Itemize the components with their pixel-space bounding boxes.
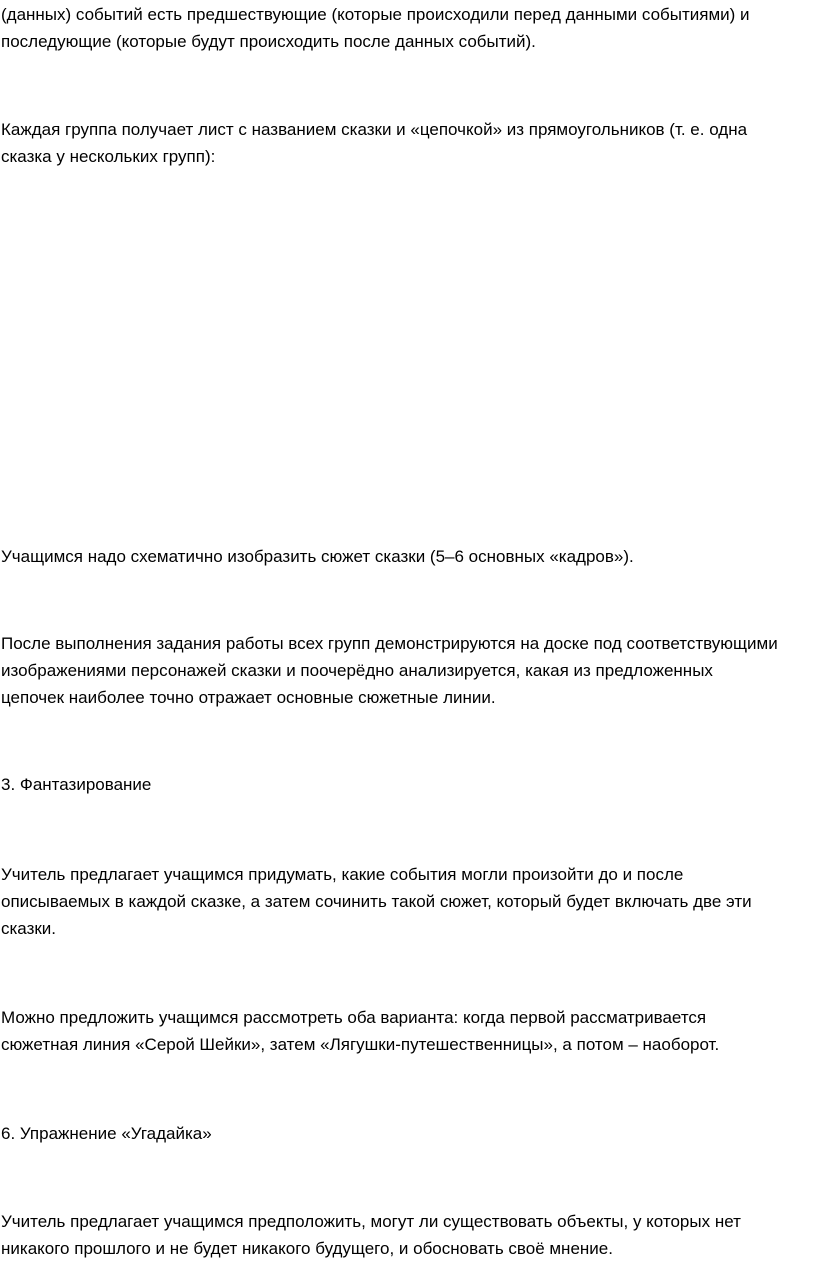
paragraph-teacher-guess <box>1 1208 813 1262</box>
text-line: После выполнения задания работы всех групп демонстрируются на доске под соответствующими <box>1 634 778 653</box>
text-line: Можно предложить учащимся рассмотреть оба варианта: когда первой рассматривается <box>1 1008 707 1027</box>
text-line: никакого прошлого и не будет никакого будущего, и обосновать своё мнение. <box>1 1239 613 1258</box>
heading-line: 3. Фантазирование <box>1 775 152 794</box>
text-line: Учащимся надо схематично изобразить сюжет сказки (5–6 основных «кадров»). <box>1 547 634 566</box>
heading-line: 6. Упражнение «Угадайка» <box>1 1124 212 1143</box>
text-line: последующие (которые будут происходить после данных событий). <box>1 32 536 51</box>
text-line: сказка у нескольких групп): <box>1 147 216 166</box>
paragraph-task <box>1 543 813 570</box>
text-line: Учитель предлагает учащимся предположить, могут ли существовать объекты, у которых нет <box>1 1212 741 1231</box>
text-line: сказки. <box>1 919 57 938</box>
paragraph-analysis <box>1 630 813 711</box>
text-line: (данных) событий есть предшествующие (которые происходили перед данными событиями) и <box>1 5 750 24</box>
paragraph-variants <box>1 1004 813 1058</box>
paragraph-intro <box>1 1 813 55</box>
section-heading-fantasy <box>1 771 813 798</box>
text-line: изображениями персонажей сказки и поочерёдно анализируется, какая из предложенных <box>1 661 713 680</box>
text-line: Каждая группа получает лист с названием сказки и «цепочкой» из прямоугольников (т. е. одна <box>1 120 748 139</box>
paragraph-group-sheet <box>1 116 813 170</box>
text-line: цепочек наиболее точно отражает основные сюжетные линии. <box>1 688 496 707</box>
text-line: Учитель предлагает учащимся придумать, какие события могли произойти до и после <box>1 865 684 884</box>
section-heading-guess <box>1 1120 813 1147</box>
paragraph-teacher-invent <box>1 861 813 942</box>
text-line: описываемых в каждой сказке, а затем сочинить такой сюжет, который будет включать две эти <box>1 892 752 911</box>
text-line: сюжетная линия «Серой Шейки», затем «Лягушки-путешественницы», а потом – наоборот. <box>1 1035 720 1054</box>
